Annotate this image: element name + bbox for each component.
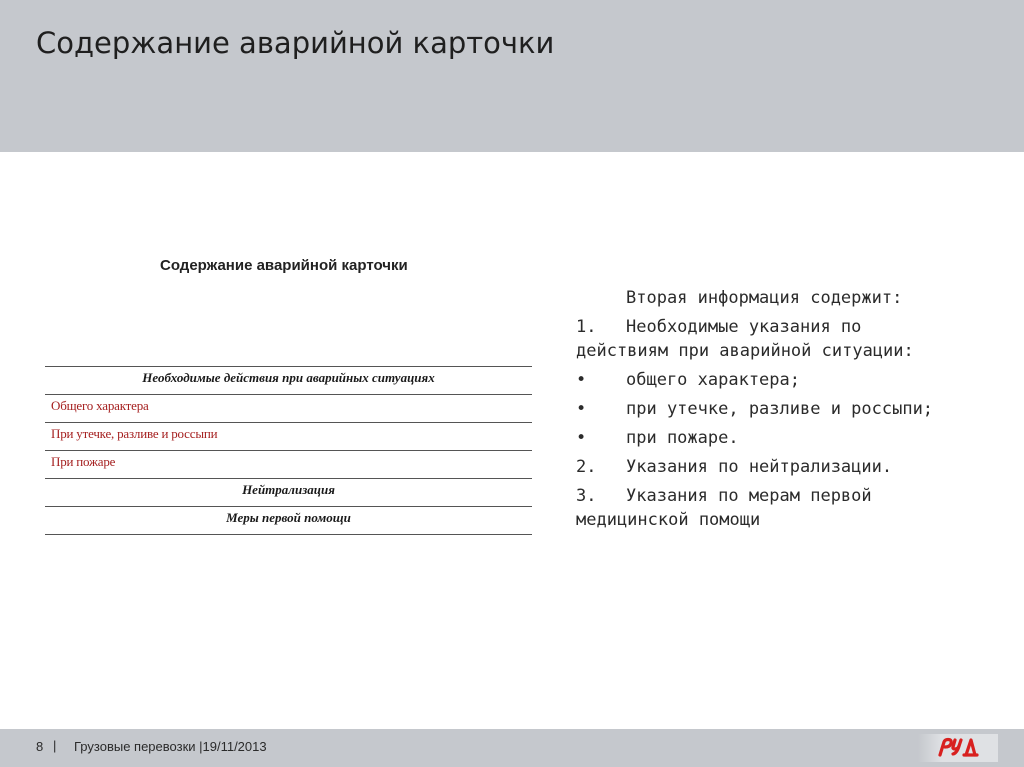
footer-text: Грузовые перевозки |19/11/2013 xyxy=(74,739,267,754)
list-marker: 1. xyxy=(576,317,597,337)
emergency-card-table xyxy=(45,366,532,535)
table-heading: Содержание аварийной карточки xyxy=(160,257,408,274)
page-number: 8 xyxy=(36,739,44,754)
table-row: При утечке, разливе и россыпи xyxy=(45,423,532,451)
list-item xyxy=(576,455,996,479)
list-text: Указания по нейтрализации. xyxy=(626,457,893,477)
logo-area xyxy=(918,734,998,762)
bullet-icon: • xyxy=(576,370,587,390)
slide-title: Содержание аварийной карточки xyxy=(36,26,555,60)
rzd-logo-icon xyxy=(934,736,984,758)
list-marker: 2. xyxy=(576,457,597,477)
list-item xyxy=(576,426,996,450)
info-block xyxy=(576,286,996,537)
bullet-icon: • xyxy=(576,428,587,448)
table-row: При пожаре xyxy=(45,451,532,479)
header-band xyxy=(0,0,1024,152)
table-row: Меры первой помощи xyxy=(45,507,532,535)
list-item xyxy=(576,368,996,392)
list-text: при пожаре. xyxy=(626,428,739,448)
table-row: Общего характера xyxy=(45,395,532,423)
list-text: Указания по мерам первой xyxy=(626,486,872,506)
list-text: действиям при аварийной ситуации: xyxy=(576,341,914,361)
list-text: Необходимые указания по xyxy=(626,317,862,337)
footer-band xyxy=(0,729,1024,767)
list-item xyxy=(576,397,996,421)
info-intro: Вторая информация содержит: xyxy=(626,288,903,308)
list-item xyxy=(576,484,996,532)
bullet-icon: • xyxy=(576,399,587,419)
list-text: при утечке, разливе и россыпи; xyxy=(626,399,934,419)
list-item xyxy=(576,315,996,363)
table-row: Необходимые действия при аварийных ситуациях xyxy=(45,367,532,395)
list-marker: 3. xyxy=(576,486,597,506)
table-row: Нейтрализация xyxy=(45,479,532,507)
footer-separator: | xyxy=(53,738,57,753)
list-text: медицинской помощи xyxy=(576,510,761,530)
list-text: общего характера; xyxy=(626,370,800,390)
